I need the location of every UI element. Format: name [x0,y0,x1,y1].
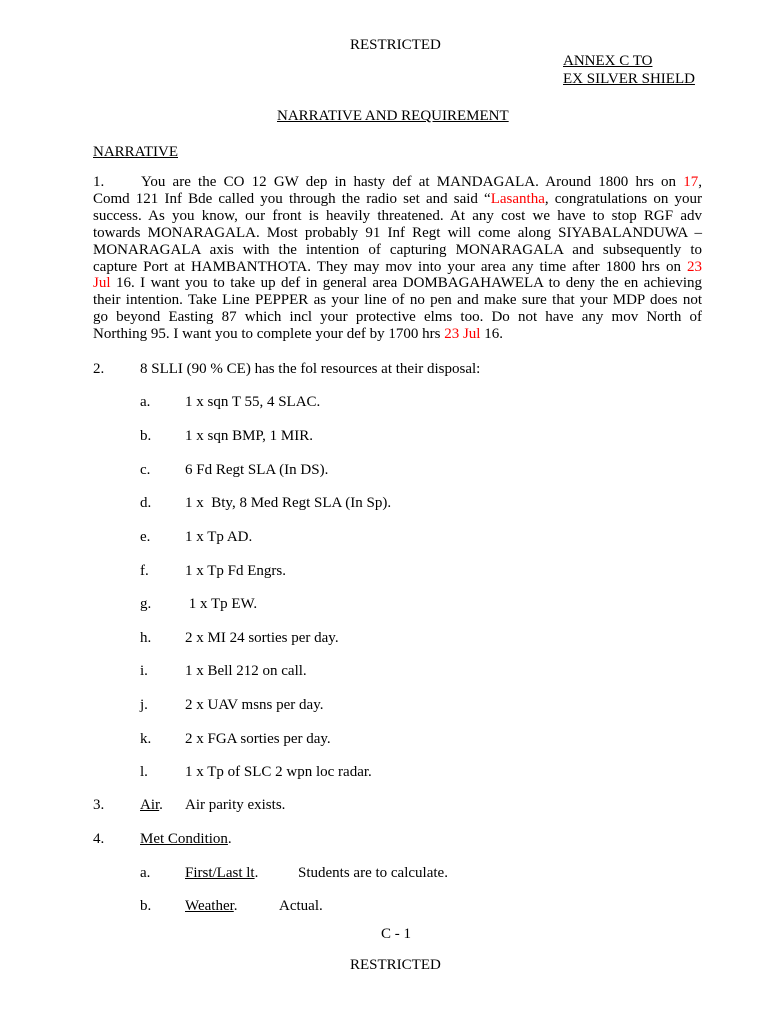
annex-label: ANNEX C TO [563,53,653,69]
para1-line: Comd 121 Inf Bde called you through the radio set and said “Lasantha, congratulations on your [93,190,702,207]
highlight-date: 23 [687,258,702,275]
highlight-date: 23 Jul [444,326,481,343]
para1-line: 1. You are the CO 12 GW dep in hasty def at MANDAGALA. Around 1800 hrs on 17, [93,174,702,190]
list-item-text: 1 x Tp Fd Engrs. [185,563,286,579]
list-item-text: 1 x Bell 212 on call. [185,663,307,679]
document-title: NARRATIVE AND REQUIREMENT [277,108,509,124]
highlight-date: Jul [93,275,111,292]
list-item-text: 1 x Tp AD. [185,529,253,545]
list-item-text: 1 x Bty, 8 Med Regt SLA (In Sp). [185,495,392,511]
list-item-text: 2 x FGA sorties per day. [185,731,331,747]
highlight-date: 17 [683,174,699,190]
sub-item-text: Actual. [279,898,323,914]
list-item-text: 6 Fd Regt SLA (In DS). [185,462,329,478]
para1-line: go beyond Easting 87 which incl your protective elms too. Do not have any mov North of [93,309,702,326]
section-heading: NARRATIVE [93,144,178,160]
para4-line: Met Condition. [140,831,232,847]
list-item-text: 2 x MI 24 sorties per day. [185,630,339,646]
list-item-letter: d. [140,495,152,511]
para1-number: 1. [93,174,105,190]
list-item-text: 1 x sqn T 55, 4 SLAC. [185,394,321,410]
highlight-name: Lasantha [490,190,545,207]
para1-line: capture Port at HAMBANTHOTA. They may mov into your area any time after 1800 hrs on 23 [93,258,702,275]
para1-line: MONARAGALA axis with the intention of capturing MONARAGALA and subsequently to [93,241,702,258]
para3-heading: Air [140,797,160,813]
list-item-letter: c. [140,462,151,478]
list-item-text: 1 x Tp EW. [185,596,258,612]
narrative-paragraph [93,174,702,343]
list-item-letter: h. [140,630,152,646]
list-item-text: 2 x UAV msns per day. [185,697,324,713]
para3-line: Air. [140,797,163,813]
classification-header: RESTRICTED [350,37,441,53]
page-number: C - 1 [381,926,411,942]
para1-line: their intention. Take Line PEPPER as your line of no pen and make sure that your MDP does not [93,292,702,309]
sub-item-line: First/Last lt. [185,865,259,881]
list-item-letter: j. [140,697,148,713]
list-item-letter: a. [140,394,151,410]
list-item-letter: l. [140,764,148,780]
para1-line: Northing 95. I want you to complete your def by 1700 hrs 23 Jul 16. [93,326,503,343]
list-item-letter: a. [140,865,151,881]
para1-line: Jul 16. I want you to take up def in general area DOMBAGAHAWELA to deny the en achieving [93,275,702,292]
exercise-label: EX SILVER SHIELD [563,71,695,87]
para3-number: 3. [93,797,105,813]
sub-item-text: Students are to calculate. [298,865,448,881]
para4-heading: Met Condition [140,831,228,847]
sub-item-heading: Weather [185,898,234,914]
sub-item-line: Weather. [185,898,238,914]
list-item-letter: k. [140,731,152,747]
para2-number: 2. [93,361,105,377]
list-item-letter: b. [140,898,152,914]
para1-line: success. As you know, our front is heavily threatened. At any cost we have to stop RGF adv [93,207,702,224]
list-item-text: 1 x Tp of SLC 2 wpn loc radar. [185,764,372,780]
list-item-letter: f. [140,563,149,579]
para1-line: towards MONARAGALA. Most probably 91 Inf Regt will come along SIYABALANDUWA – [93,224,702,241]
para2-text: 8 SLLI (90 % CE) has the fol resources at their disposal: [140,361,481,377]
list-item-letter: b. [140,428,152,444]
sub-item-heading: First/Last lt [185,865,255,881]
para4-number: 4. [93,831,105,847]
list-item-letter: g. [140,596,152,612]
list-item-letter: e. [140,529,151,545]
list-item-letter: i. [140,663,148,679]
classification-footer: RESTRICTED [350,957,441,973]
para3-text: Air parity exists. [185,797,286,813]
list-item-text: 1 x sqn BMP, 1 MIR. [185,428,313,444]
